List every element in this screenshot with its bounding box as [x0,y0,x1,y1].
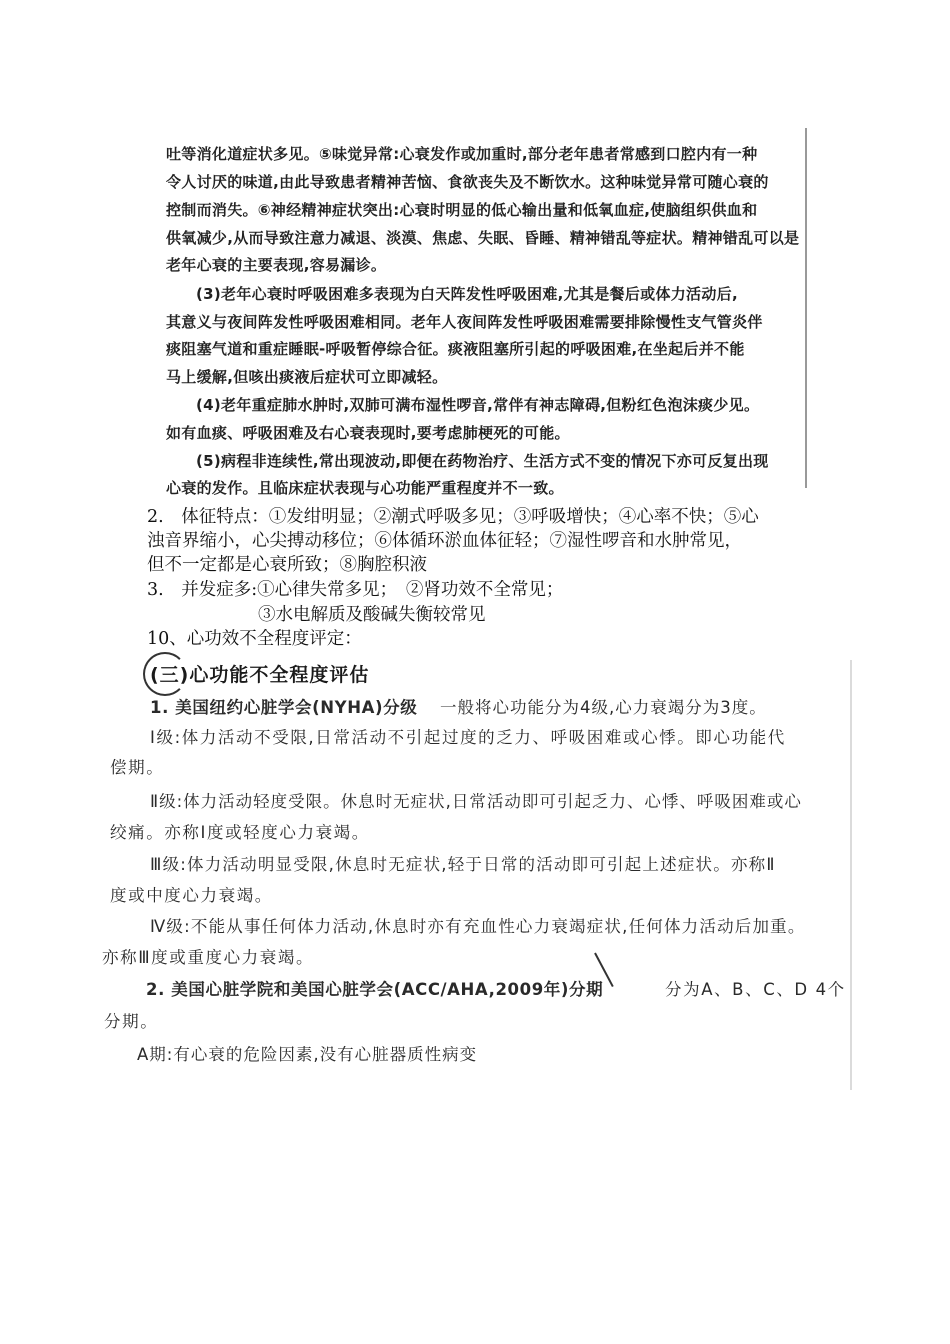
grade-4-line: 亦称Ⅲ度或重度心力衰竭。 [102,948,315,967]
section-heading: (三)心功能不全程度评估 [150,664,370,686]
scan-line: 痰阻塞气道和重症睡眠-呼吸暂停综合征。痰液阻塞所引起的呼吸困难,在坐起后并不能 [166,340,745,358]
typed-line: ③水电解质及酸碱失衡较常见 [258,605,486,625]
grade-4-line: Ⅳ级:不能从事任何体力活动,休息时亦有充血性心力衰竭症状,任何体力活动后加重。 [150,917,806,936]
scan-edge-shadow-lower [850,660,852,1090]
scan-line: 老年心衰的主要表现,容易漏诊。 [166,256,387,274]
grade-1-line: 偿期。 [110,758,165,777]
acc-aha-description-tail: 分期。 [104,1012,159,1031]
grade-3-line: Ⅲ级:体力活动明显受限,休息时无症状,轻于日常的活动即可引起上述症状。亦称Ⅱ [150,855,776,874]
grade-3-line: 度或中度心力衰竭。 [110,886,273,905]
nyha-title: 1. 美国纽约心脏学会(NYHA)分级 [150,698,418,717]
acc-aha-description: 分为A、B、C、D 4个 [665,980,846,999]
scan-line: 吐等消化道症状多见。⑤味觉异常:心衰发作或加重时,部分老年患者常感到口腔内有一种 [166,145,758,163]
scan-line: 马上缓解,但咳出痰液后症状可立即减轻。 [166,368,448,386]
nyha-description: 一般将心功能分为4级,心力衰竭分为3度。 [440,698,767,717]
scan-line: (5)病程非连续性,常出现波动,即便在药物治疗、生活方式不变的情况下亦可反复出现 [196,452,769,470]
grade-2-line: Ⅱ级:体力活动轻度受限。休息时无症状,日常活动即可引起乏力、心悸、呼吸困难或心 [150,792,802,811]
typed-line: 浊音界缩小，心尖搏动移位；⑥体循环淤血体征轻；⑦湿性啰音和水肿常见， [147,531,742,551]
grade-2-line: 绞痛。亦称Ⅰ度或轻度心力衰竭。 [110,823,370,842]
scan-line: (4)老年重症肺水肿时,双肺可满布湿性啰音,常伴有神志障碍,但粉红色泡沫痰少见。 [196,396,760,414]
scan-edge-shadow [805,128,807,488]
scan-line: 心衰的发作。且临床症状表现与心功能严重程度并不一致。 [166,479,564,497]
typed-line: 但不一定都是心衰所致；⑧胸腔积液 [147,555,427,575]
scan-line: 其意义与夜间阵发性呼吸困难相同。老年人夜间阵发性呼吸困难需要排除慢性支气管炎伴 [166,313,763,331]
scan-line: 控制而消失。⑥神经精神症状突出:心衰时明显的低心输出量和低氧血症,使脑组织供血和 [166,201,758,219]
typed-line: 3. 并发症多:①心律失常多见； ②肾功效不全常见； [147,580,564,600]
typed-line: 2. 体征特点：①发绀明显；②潮式呼吸多见；③呼吸增快；④心率不快；⑤心 [147,507,759,527]
scan-line: 如有血痰、呼吸困难及右心衰表现时,要考虑肺梗死的可能。 [166,424,570,442]
scan-line: (3)老年心衰时呼吸困难多表现为白天阵发性呼吸困难,尤其是餐后或体力活动后, [196,285,738,303]
stage-a-line: A期:有心衰的危险因素,没有心脏器质性病变 [137,1045,478,1064]
acc-aha-title: 2. 美国心脏学院和美国心脏学会(ACC/AHA,2009年)分期 [146,980,604,999]
grade-1-line: Ⅰ级:体力活动不受限,日常活动不引起过度的乏力、呼吸困难或心悸。即心功能代 [150,728,786,747]
scan-line: 供氧减少,从而导致注意力减退、淡漠、焦虑、失眠、昏睡、精神错乱等症状。精神错乱可以是 [166,229,800,247]
scan-line: 令人讨厌的味道,由此导致患者精神苦恼、食欲丧失及不断饮水。这种味觉异常可随心衰的 [166,173,769,191]
typed-line: 10、心功效不全程度评定： [147,629,362,649]
